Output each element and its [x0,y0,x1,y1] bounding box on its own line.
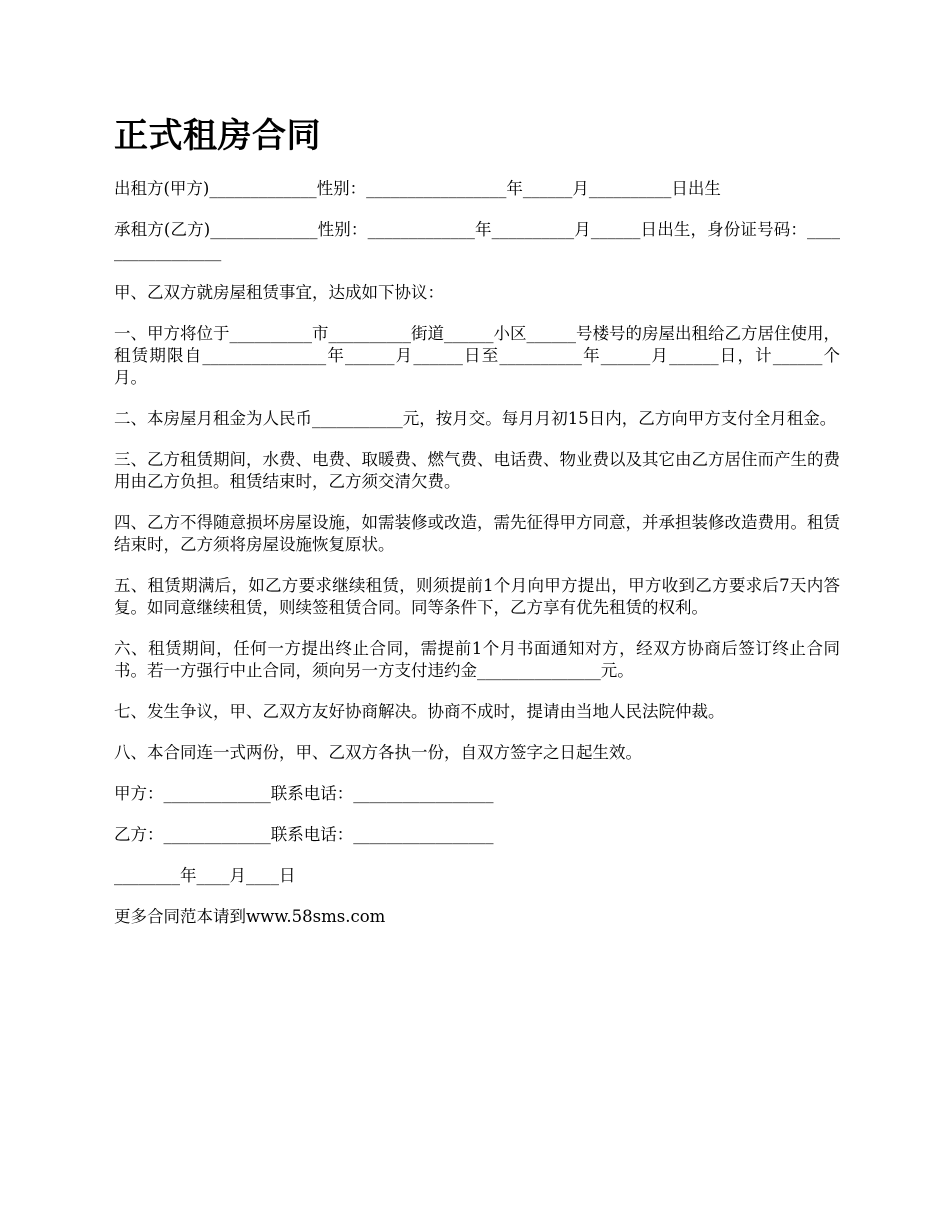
clause-5: 五、租赁期满后，如乙方要求继续租赁，则须提前1个月向甲方提出，甲方收到乙方要求后7天内答复。如同意继续租赁，则续签租赁合同。同等条件下，乙方享有优先租赁的权利。 [114,576,840,617]
agreement-intro: 甲、乙双方就房屋租赁事宜，达成如下协议： [114,283,444,302]
clause-3: 三、乙方租赁期间，水费、电费、取暖费、燃气费、电话费、物业费以及其它由乙方居住而产生的费用由乙方负担。租赁结束时，乙方须交清欠费。 [114,450,840,491]
clause-1: 一、甲方将位于__________市__________街道______小区______号楼号的房屋出租给乙方居住使用，租赁期限自_______________年______月______日至__________年______月______日，计______个月。 [114,324,840,387]
clause-8: 八、本合同连一式两份，甲、乙双方各执一份，自双方签字之日起生效。 [114,743,642,762]
party-b-signature-line: 乙方：_____________联系电话：_________________ [114,825,494,844]
date-line: ________年____月____日 [114,866,296,885]
document-title: 正式租房合同 [114,116,321,156]
clause-2: 二、本房屋月租金为人民币___________元，按月交。每月月初15日内，乙方向甲方支付全月租金。 [114,409,837,428]
clause-6: 六、租赁期间，任何一方提出终止合同，需提前1个月书面通知对方，经双方协商后签订终止合同书。若一方强行中止合同，须向另一方支付违约金_______________元。 [114,639,840,680]
party-a-signature-line: 甲方：_____________联系电话：_________________ [114,784,494,803]
clause-7: 七、发生争议，甲、乙双方友好协商解决。协商不成时，提请由当地人民法院仲裁。 [114,702,725,721]
party-b-line: 承租方(乙方)_____________性别：_____________年__________月______日出生，身份证号码：_________________ [114,220,840,261]
document-page [114,112,840,947]
footer-link-text: 更多合同范本请到www.58sms.com [114,907,386,926]
party-a-line: 出租方(甲方)_____________性别：_________________年______月__________日出生 [114,179,721,198]
clause-4: 四、乙方不得随意损坏房屋设施，如需装修或改造，需先征得甲方同意，并承担装修改造费用。租赁结束时，乙方须将房屋设施恢复原状。 [114,513,840,554]
